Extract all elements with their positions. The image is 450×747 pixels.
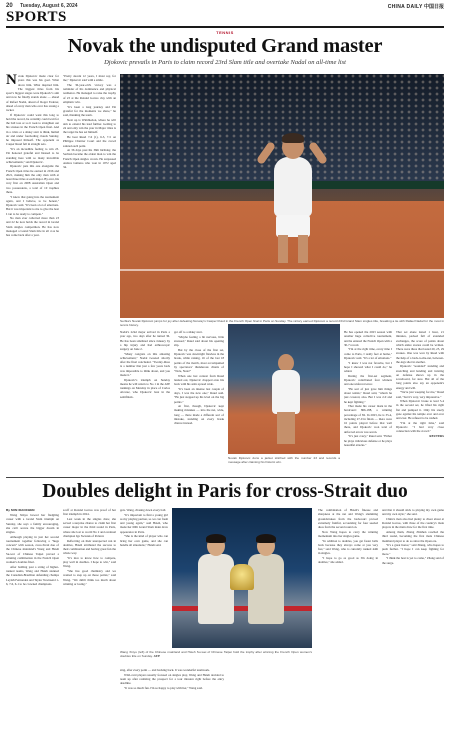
photo-banner xyxy=(172,606,312,611)
story-column-4 xyxy=(174,330,224,474)
paragraph: At first, though, Djokovic kept making mistakes — into the net, wide, long — there made a different sort of mistake, standing on every break chance instead. xyxy=(174,404,224,426)
paragraph: Wild-card players usually focused on singles play, Wang and Hsieh decided to team up after realizing the prospect for a tour mission right before the entry deadline. xyxy=(120,672,224,686)
drop-cap: N xyxy=(6,74,17,88)
paragraph: "She has good chemistry and we wanted to step up on those points," said Wang. "We didn't think too much about winning or losing." xyxy=(63,569,116,586)
photo-doubles-champions xyxy=(172,508,312,648)
paragraph: He has opened the 2023 season with another huge collective tournament, and he entered the French Open with a 30-7 record. xyxy=(344,330,392,347)
story-deck: Djokovic prevails in Paris to claim record 23rd Slam title and overtake Nadal on all-time list xyxy=(104,59,346,66)
paragraph: That made his career mark in the hardcourt: 866-188, a winning percentage of 82. In 2023, he is 35-4, including 27-0 in finals — there were 16 points played before that well there, and Djokovic won total of unforced errors was seven. xyxy=(344,404,392,434)
photo-player-left xyxy=(194,536,238,646)
story-headline: Novak the undisputed Grand master xyxy=(67,35,383,57)
story2-column-3 xyxy=(120,508,168,648)
paragraph: "Maybe feeling a bit nervous, little stressed," Ruud said about his opening slip. xyxy=(174,334,224,348)
paragraph: The combination of Hsieh's finesse and sharpness at the net and Wang's slamming groundstrokes from the backcourt proved extremely fruitful, accounting for four seeded duos from the second round on. xyxy=(318,508,378,529)
paragraph: "He sort of just gave him things about tennis," Ruud said, "whom he just covered, also. But I was 2-0 and he kept fighting." xyxy=(344,386,392,404)
photo-caption: Novak Djokovic dons a jacket stitched with the number 23 and records a message after claiming his historic win. xyxy=(228,456,340,465)
paragraph: If Djokovic could want this long to hold the record, he certainly could wait for the ball toss or so it took to straighten out his strokes in the French Open final. And in a crisis or a shaky start is think, humid air and under foreboding clouds Sunday, he imposed himself. The opponent as Casper Ruud fell in straight sets. xyxy=(6,112,59,147)
trophy-icon xyxy=(230,564,254,590)
byline: By SUN XIAOCHEN xyxy=(6,508,35,512)
paragraph: Reflecting on their unexpected run in doubles, Hsieh attributed the success to their combination and having great fun the whole way. xyxy=(63,538,116,556)
story-kicker: TENNIS xyxy=(216,30,234,35)
masthead xyxy=(0,0,450,26)
photo-court-line xyxy=(120,269,444,271)
photo-caption: Serbia's Novak Djokovic jumps for joy after defeating Norway's Casper Ruud in the French Open final in Paris on Sunday. The victory earned Djokovic a record 23rd Grand Slam singles title, breaking a tie with Rafael Nadal for the most in tennis history. xyxy=(120,319,444,328)
paragraph: "Many congrats on this amazing achievement," Nadal tweeted shortly after the final concluded. "Twenty-three is a number that just a few years back was impossible to think about, and you made it." xyxy=(120,351,170,377)
paragraph: That set alone lasted 1 hour, 21 minutes, packed full of extended exchanges, the score of points about which entire stories could be written. There were three that lasted 20, 25, 29 strokes. One was won by Ruud with the help of a back-to-the-net, between-the-legs shot in another. xyxy=(396,330,444,364)
paragraph: "I'm at the right time, every time I come to Paris, I really feel at home," Djokovic said. "It's a lot of emotions." xyxy=(344,347,392,360)
paragraph: and that it should stick to playing my own game and my own style," she said. xyxy=(382,508,444,517)
paragraph: Djokovic's triumph on Sunday means he will return to No 1 in the ATP rankings on Monday in place of Carlos Alcaraz, who Djokovic beat in the semifinals. xyxy=(120,377,170,399)
paragraph: The 36-year-old's victory was a reminder of his dominance and physical resilience. He managed to raise the trophy of 23 at the Roland Garros clay with an emphatic win. xyxy=(63,82,116,104)
paragraph: scoff at Roland Garros was proof of her first triumph in 2024. xyxy=(63,508,116,517)
paragraph: Djokovic "sounded" standing and stretching and bending and twisting on defense shows up in the scoreboard, for sure. But all of the long points also say an opponent's energy and will. xyxy=(396,364,444,390)
logo-text-cn: 中国日报 xyxy=(423,4,444,10)
paragraph: "I think the best is yet to come," Zhang said of the surge. xyxy=(382,556,444,565)
photo-player xyxy=(260,129,330,264)
story-column-3 xyxy=(120,330,170,474)
paragraph: Now Wang hopes to carry the winning momentum into her singles game. xyxy=(318,529,378,538)
paragraph: Although playing in just her second tournament together following a "huge concern" with season, cross-Strait duo of the Chinese mainland's Wang and Hsieh Su-wei of Chinese Taipei proved a winning combination in the French Open women's doubles final. xyxy=(6,534,59,565)
paragraph: "It's a great honor," said Zhang, who hopes to push further. "I hope I can keep fighting for more." xyxy=(382,543,444,556)
paragraph: "I knew I was not favorite, but I hope I showed what I could do," he added. xyxy=(344,360,392,374)
logo-text: CHINA DAILY xyxy=(387,4,423,10)
paragraph: "It was so much fun. I'm so happy to play with her," Wang said. xyxy=(124,685,203,690)
story-column-2 xyxy=(63,74,116,474)
paragraph: Novak Djokovic made clear for years this was his goal. What drove him. What inspired him. The biggest titles from his sport's biggest stages were Djokovic's aim and now he finally stands alone — ahead of Rafael Nadal, ahead of Roger Federer, ahead of every man who ever has swung a racket. xyxy=(6,74,59,112)
paragraph: "It's an incredible feeling to win 23. I'm honored grateful and blessed to be standing here with so many incredible achievements," said Djokovic. xyxy=(6,147,59,164)
paragraph: No man ever collected more than 23 and 22 he now holds the record in Grand Slam singles competition. He has now managed a Grand Slam title in all 4 as he has come back after a year. xyxy=(6,216,59,238)
paragraph: "She is the kind of player who can bring her own game, and she can handle all situations," Hsieh said. xyxy=(120,534,168,547)
paragraph: When one last contest from Ruud landed out, Djokovic dropped onto his back with his arms spread wide. xyxy=(174,373,224,387)
story-divider xyxy=(6,477,444,478)
story2-column-4 xyxy=(120,668,224,742)
paragraph: During the first-set segment, Djokovic contributed four winners and one unforced error. xyxy=(344,373,392,387)
story2-column-6 xyxy=(382,508,444,742)
story-headline: Doubles delight in Paris for cross-Strait duo xyxy=(42,481,408,502)
story2-column-2 xyxy=(63,508,116,742)
story2-column-1 xyxy=(6,508,59,742)
paragraph: "We're just weeping for me," Ruud said, "but it's very, very impressive." xyxy=(396,390,444,399)
paragraph: "I'm at the right time," said Djokovic. "I had very close connection with the crowd." xyxy=(396,420,444,434)
photo-credit: AFP xyxy=(153,654,160,659)
paragraph: "I knew that going into the tournament again, and I believe, to be honest," Djokovic said. "It's been a lot of emotions. But it was important to me to give the best I can to be ready to compete." xyxy=(6,194,59,216)
photo-player-right xyxy=(244,536,288,646)
page-number: 20 xyxy=(6,3,13,9)
paragraph: "It's been a long journey and I'm grateful for the moments we share," he said, thanking the team. xyxy=(63,104,116,118)
paragraph: "It's been an intense last couple of days, I was the new one," Ruud said. "He just stepped up his level on the big points." xyxy=(174,386,224,404)
paragraph: sing, after every point — and backing back. It was wonderful teamwork. xyxy=(120,668,210,672)
paragraph: "It's just crazy," Ruud said. "Either he plays ridiculous defense or he plays beautiful attacks." xyxy=(344,434,392,447)
story-column-5 xyxy=(344,330,392,474)
paragraph: Last week in the singles draw, she served a surprise chance to claim her first career major in the third round in Paris, where she lost to world No 2 and eventual champion Iga Swiatek of Poland. xyxy=(63,516,116,538)
paragraph: When Djokovic broke to lead 5-4 in the second set, he lifted his right fist and pumped it. Only his steely gaze against his temple ever and ever and ever. He refused to be rushed. xyxy=(396,399,444,421)
photo-djokovic-celebration xyxy=(120,74,444,318)
paragraph: Nadal's 22nd major arrived in Paris a year ago, two days after he turned 36. He has been sidelined since January by a hip injury and had arthroscopic surgery on June 2. xyxy=(120,330,170,351)
photo-djokovic-jacket xyxy=(228,324,340,454)
paragraph: Djokovic puts this one alongside the French Open titles he earned in 2016 and 2021, making him the only man with at least three titles at each major. By ever, his very first on 2008 Australian Open and two possessions, a total of 10 trophies there. xyxy=(6,164,59,194)
story-column-6 xyxy=(396,330,444,474)
paragraph: got off to a shaky start. xyxy=(174,330,203,334)
newspaper-logo xyxy=(388,3,444,10)
masthead-rule xyxy=(6,26,444,28)
paragraph: Among them, Zhang Zhizhen reached the third round, becoming the first male Chinese mainland player to do so since the Open era. xyxy=(382,530,444,543)
paragraph: He beat Ruud 7-6 (1), 6-3, 7-5 on Philippe Chatrier Court and the crowd saluted each point. xyxy=(63,135,116,148)
paragraph: "It's important to find a young girl as my playing partner, so we can fresh and young again," said Hsieh, who made her 60th Grand Slam main draw appearance in Paris. xyxy=(120,512,168,534)
story-column-1 xyxy=(6,74,59,474)
issue-date: Tuesday, August 6, 2024 xyxy=(20,3,78,9)
photo-caption: Wang Xinyu (left) of the Chinese mainland and Hsieh Su-wei of Chinese Taipei hold the trophy after winning the French Open women's doubles title on Sunday. AFP xyxy=(120,650,312,659)
story2-column-5 xyxy=(318,508,378,742)
paragraph: China's men also had plenty to cheer about at Roland Garros, with three of the country's male players in the main draw for the first time. xyxy=(382,516,444,530)
paragraph: Wang Xinyu bowed her fledgling career with a Grand Slam triumph on Sunday, she says a family encouraging, she can't secure the bigger dream in singles. xyxy=(6,513,59,534)
section-title: SPORTS xyxy=(6,9,67,25)
paragraph: "It's nice to know how to compete, play well in doubles. I hope to win," said Wang. xyxy=(63,555,116,569)
paragraph: After battling past a string of higher-ranked teams, Wang and Hsieh stunned the Canadian-Brazilian defending champs Leylah Fernandez and Taylor Townsend 1-6, 7-6, 6-1 to be crowned champions. xyxy=(6,564,59,586)
paragraph: At 36 days past his 36th birthday, the Serbian became the oldest man to win the French Open singles crown. He surpassed Andres Gimeno who won in 1972 aged 34. xyxy=(63,148,116,170)
paragraph: But by the close of the first set, Djokovic was downright flawless in the break, while raising, 16 of the last 18 points of the match, most accompanied by spectators' thunderous chants of "Nole, Nole!" xyxy=(174,347,224,374)
paragraph: "I hope to go as good as I'm doing in doubles," she added. xyxy=(318,555,378,565)
paragraph: gets. Wang, chasing down every ball. xyxy=(120,508,167,512)
photo-credit: REUTERS xyxy=(429,433,444,438)
paragraph: "Pretty decent 12 years, I must say, for me," Djokovic said with a smile. xyxy=(63,74,116,83)
photo-player xyxy=(268,354,304,444)
paragraph: Next up is Wimbledon, where he will aim to extend his lead further. Getting to 24 and only win the year in Major titles is the target he has set himself. xyxy=(63,117,116,135)
paragraph: "In addition to doubles, you get faster balls back because they always come at you very fast," said Wang, who is currently ranked 44th in singles. xyxy=(318,538,378,556)
